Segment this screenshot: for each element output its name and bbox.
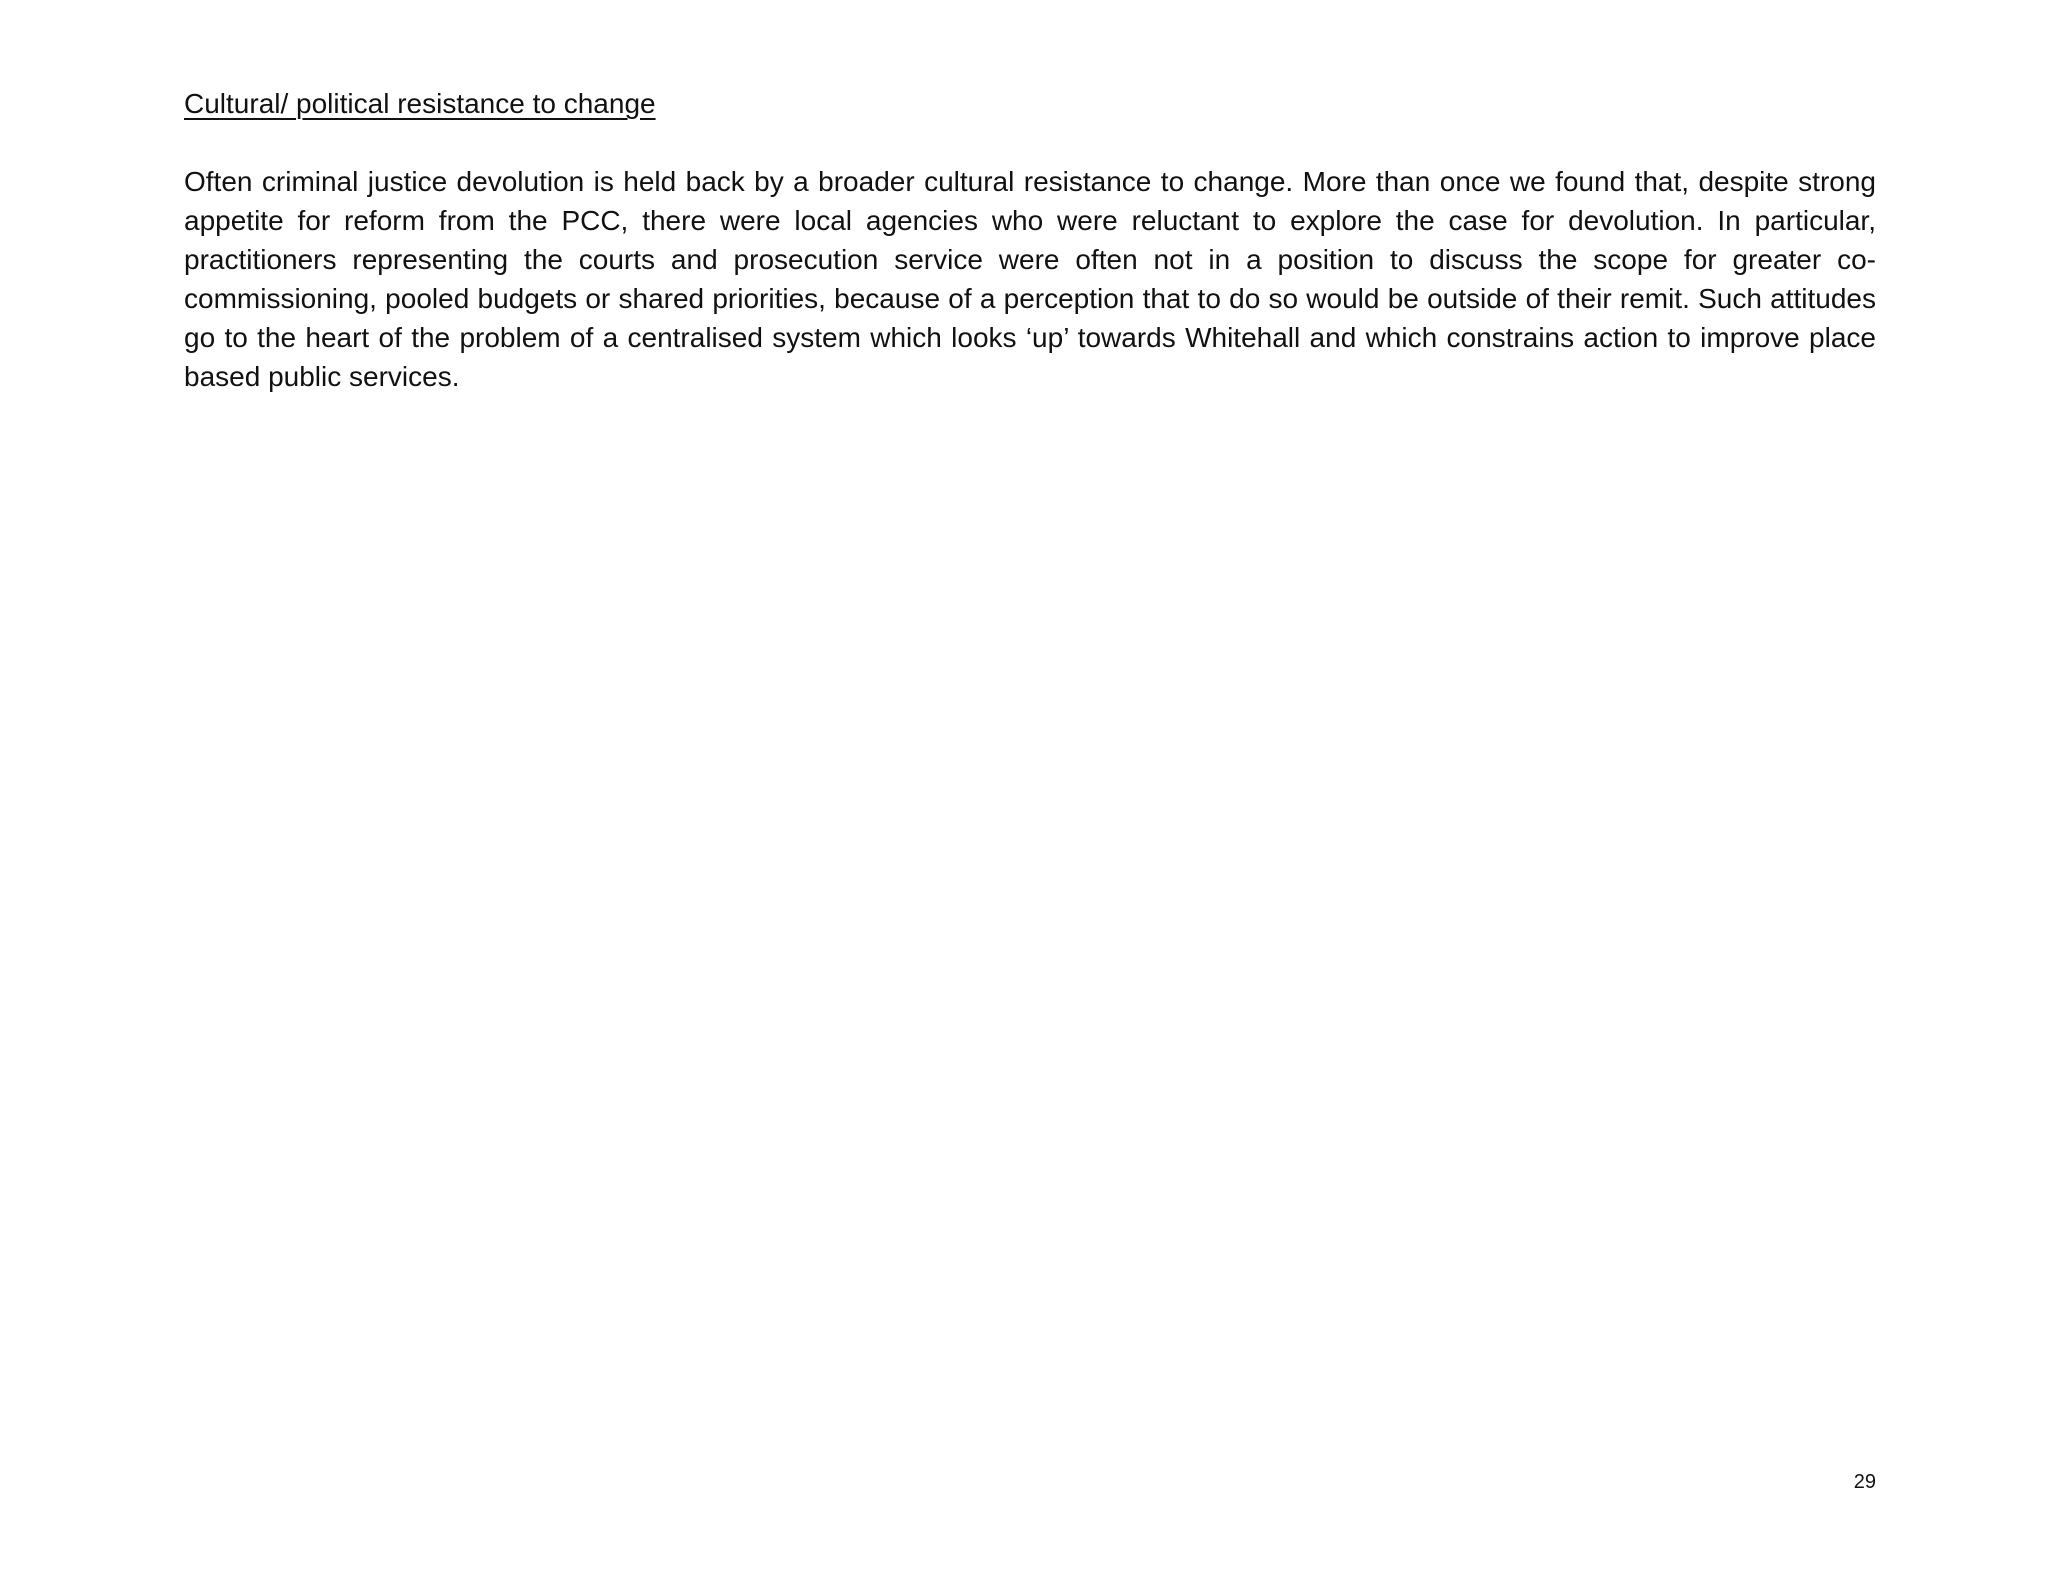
page-number: 29 (1853, 1471, 1876, 1493)
body-paragraph: Often criminal justice devolution is held back by a broader cultural resistance to change. More than once we found that, despite strong appetite for reform from the PCC, there were local agencies who were reluctant to explore the case for devolution. In particular, practitioners representing the courts and prosecution service were often not in a position to discuss the scope for greater co-commissioning, pooled budgets or shared priorities, because of a perception that to do so would be outside of their remit. Such attitudes go to the heart of the problem of a centralised system which looks ‘up’ towards Whitehall and which constrains action to improve place based public services. (184, 166, 1876, 392)
section-heading: Cultural/ political resistance to change (184, 88, 656, 119)
